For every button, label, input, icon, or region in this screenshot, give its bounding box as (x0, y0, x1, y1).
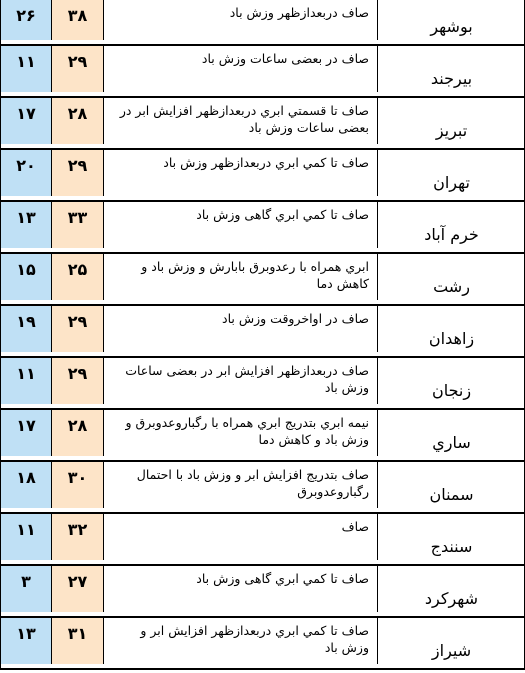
min-temp-cell: ۱۷ (0, 98, 52, 144)
city-name: شهركرد (424, 589, 479, 608)
table-row (0, 202, 525, 254)
table-row (0, 566, 525, 618)
max-temp-cell: ۲۵ (52, 254, 104, 300)
city-name: تهران (433, 173, 470, 192)
min-temp-cell: ۱۱ (0, 514, 52, 560)
max-temp-cell: ۳۳ (52, 202, 104, 248)
max-temp-cell: ۲۹ (52, 306, 104, 352)
city-name: تبريز (435, 121, 468, 140)
min-temp-cell: ۱۹ (0, 306, 52, 352)
forecast-description: صاف دربعدازظهر وزش باد (104, 0, 378, 40)
table-row (0, 98, 525, 150)
max-temp-cell: ۲۸ (52, 98, 104, 144)
table-row (0, 514, 525, 566)
city-name: رشت (433, 277, 470, 296)
min-temp-cell: ۱۳ (0, 618, 52, 664)
min-temp-cell: ۱۱ (0, 358, 52, 404)
forecast-description: صاف تا كمي ابري گاهی وزش باد (104, 566, 378, 612)
min-temp-cell: ۱۱ (0, 46, 52, 92)
max-temp-cell: ۳۱ (52, 618, 104, 664)
max-temp-cell: ۲۷ (52, 566, 104, 612)
min-temp-cell: ۳ (0, 566, 52, 612)
table-row (0, 462, 525, 514)
max-temp-cell: ۳۲ (52, 514, 104, 560)
table-row (0, 306, 525, 358)
min-temp-cell: ۱۷ (0, 410, 52, 456)
max-temp-cell: ۳۸ (52, 0, 104, 40)
city-name: ساري (432, 433, 471, 452)
max-temp-cell: ۲۹ (52, 358, 104, 404)
max-temp-cell: ۳۰ (52, 462, 104, 508)
city-name: بيرجند (430, 69, 473, 88)
min-temp-cell: ۱۸ (0, 462, 52, 508)
table-row (0, 358, 525, 410)
table-row (0, 410, 525, 462)
forecast-description: صاف تا كمي ابري دربعدازظهر وزش باد (104, 150, 378, 196)
forecast-description: صاف بتدريج افزايش ابر و وزش باد با احتمال رگباروعدوبرق (104, 462, 378, 508)
city-name: سمنان (429, 485, 474, 504)
min-temp-cell: ۲۰ (0, 150, 52, 196)
city-name: خرم آباد (424, 225, 479, 244)
city-name: شيراز (431, 641, 472, 660)
table-row (0, 46, 525, 98)
table-row (0, 150, 525, 202)
forecast-description: ابري همراه با رعدوبرق بابارش و وزش باد و كاهش دما (104, 254, 378, 300)
city-name: سنندج (430, 537, 473, 556)
max-temp-cell: ۲۹ (52, 150, 104, 196)
forecast-description: صاف در بعضی ساعات وزش باد (104, 46, 378, 92)
forecast-description: صاف دربعدازظهر افزايش ابر در بعضی ساعات وزش باد (104, 358, 378, 404)
table-row (0, 0, 525, 46)
min-temp-cell: ۱۵ (0, 254, 52, 300)
forecast-description: صاف در اواخروقت وزش باد (104, 306, 378, 352)
min-temp-cell: ۱۳ (0, 202, 52, 248)
table-row (0, 254, 525, 306)
table-row (0, 618, 525, 670)
forecast-description: صاف تا قسمتي ابري دربعدازظهر افزايش ابر در بعضی ساعات وزش باد (104, 98, 378, 144)
city-name: بوشهر (430, 17, 473, 36)
forecast-description: نيمه ابري بتدريج ابري همراه با رگباروعدوبرق و وزش باد و كاهش دما (104, 410, 378, 456)
city-name: زاهدان (428, 329, 475, 348)
city-name: زنجان (431, 381, 472, 400)
forecast-description: صاف تا كمي ابري گاهی وزش باد (104, 202, 378, 248)
forecast-description: صاف تا كمي ابري دربعدازظهر افزايش ابر و وزش باد (104, 618, 378, 664)
max-temp-cell: ۲۸ (52, 410, 104, 456)
min-temp-cell: ۲۶ (0, 0, 52, 40)
max-temp-cell: ۲۹ (52, 46, 104, 92)
forecast-description: صاف (104, 514, 378, 560)
